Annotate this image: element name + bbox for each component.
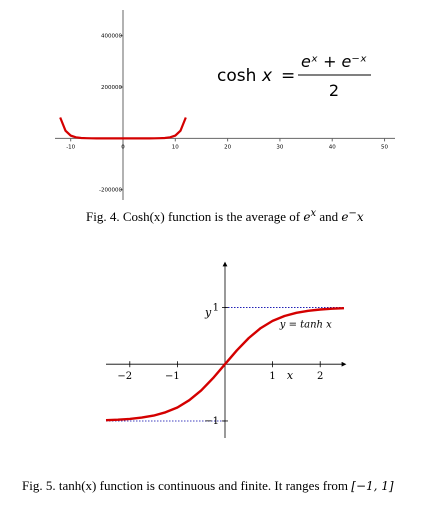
- x-tick-label: 10: [171, 144, 179, 151]
- caption-text: tanh(x) function is continuous and finite. It ranges from: [58, 478, 349, 493]
- y-axis-label: y: [205, 305, 212, 319]
- figure-4-caption: [86, 208, 364, 225]
- caption-term-2: e−x: [341, 208, 364, 224]
- y-tick-label: 400000: [101, 33, 122, 40]
- caption-conjunction: and: [319, 209, 339, 224]
- x-tick-label: 40: [328, 144, 336, 151]
- curve-label: y = tanh x: [279, 319, 332, 331]
- formula-numerator: eˣ + e⁻ˣ: [301, 52, 367, 71]
- tanh-chart: [100, 260, 350, 440]
- x-axis-label: x: [286, 369, 294, 383]
- caption-term-1: $e^x$: [303, 208, 317, 224]
- formula-lhs: cosh: [217, 66, 257, 86]
- x-tick-label: -10: [66, 144, 76, 151]
- cosh-formula: [217, 52, 371, 100]
- tanh-figure: [100, 260, 350, 440]
- caption-range: [−1, 1]: [351, 479, 394, 493]
- formula-variable: x: [262, 66, 273, 86]
- x-tick-label: 0: [121, 144, 125, 151]
- y-tick-label: 1: [212, 302, 219, 314]
- y-tick-label: -200000: [99, 187, 122, 194]
- x-tick-label: −2: [117, 371, 133, 383]
- x-tick-label: 20: [224, 144, 232, 151]
- caption-prefix: Fig. 5.: [22, 478, 56, 493]
- figure-5-caption: [22, 478, 394, 494]
- y-tick-label: −1: [204, 415, 219, 427]
- x-tick-label: −1: [165, 371, 180, 383]
- x-tick-label: 2: [317, 371, 324, 383]
- cosh-chart: [55, 10, 395, 205]
- y-tick-label: 200000: [101, 85, 122, 92]
- x-tick-label: 1: [269, 371, 276, 383]
- cosh-figure: [55, 10, 395, 205]
- x-tick-label: 50: [381, 144, 389, 151]
- formula-equals: =: [281, 66, 296, 86]
- formula-denominator: 2: [328, 81, 340, 100]
- x-tick-label: 30: [276, 144, 284, 151]
- caption-prefix: Fig. 4.: [86, 209, 120, 224]
- caption-text: Cosh(x) function is the average of: [122, 209, 301, 224]
